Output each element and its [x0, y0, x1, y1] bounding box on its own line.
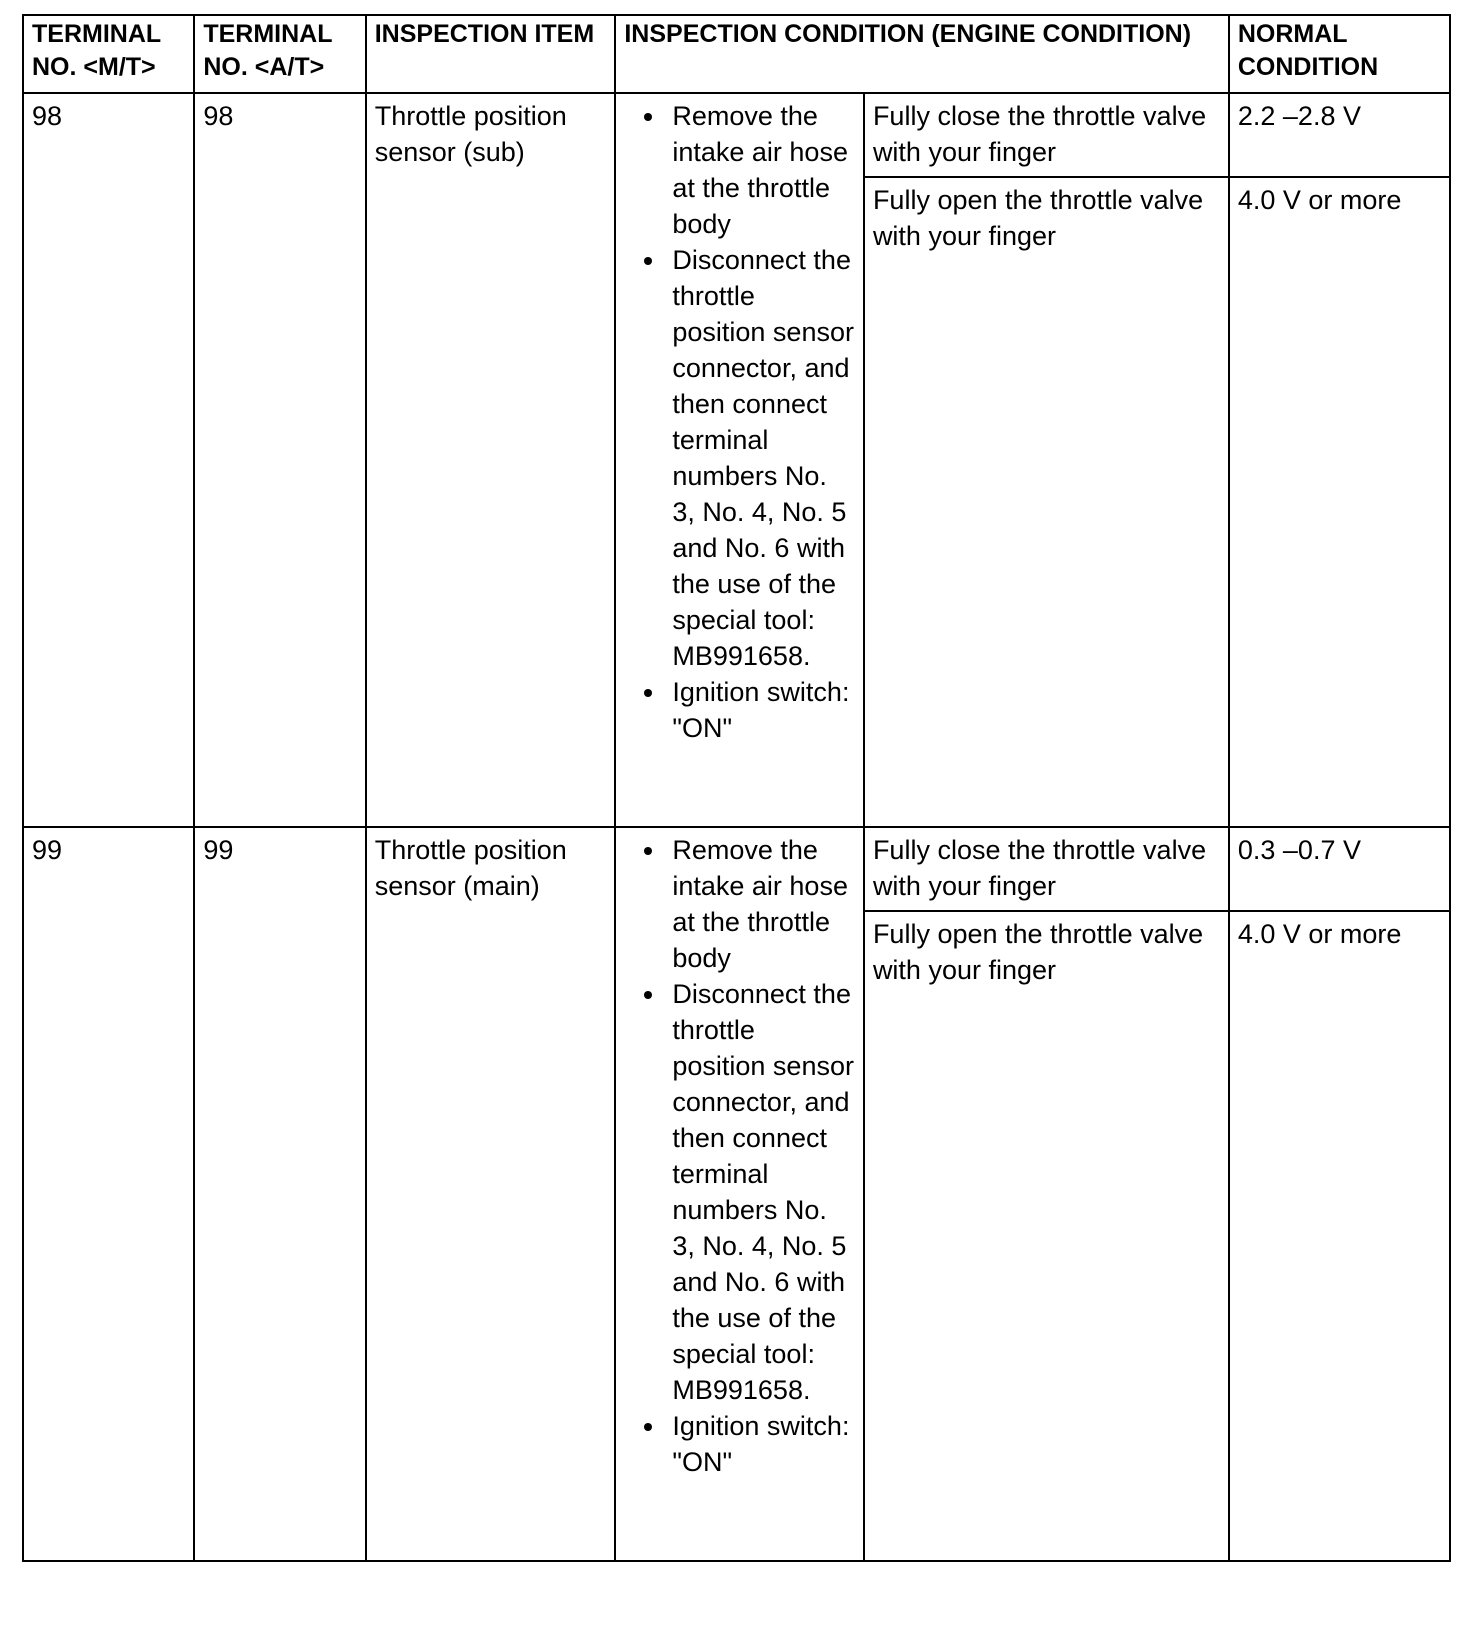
- list-item: Remove the intake air hose at the throttle body: [636, 832, 855, 976]
- table-row: [23, 827, 1450, 911]
- normal-condition-cell: 4.0 V or more: [1229, 177, 1450, 827]
- steps-list: [624, 832, 855, 1480]
- inspection-steps-cell: [615, 93, 864, 827]
- header-terminal-mt: TERMINAL NO. <M/T>: [23, 15, 194, 93]
- list-item: Remove the intake air hose at the throttle body: [636, 98, 855, 242]
- header-inspection-condition: INSPECTION CONDITION (ENGINE CONDITION): [615, 15, 1229, 93]
- normal-condition-cell: 0.3 –0.7 V: [1229, 827, 1450, 911]
- list-item: Disconnect the throttle position sensor connector, and then connect terminal numbers No. 3, No. 4, No. 5 and No. 6 with the use of the special tool: MB991658.: [636, 242, 855, 674]
- inspection-item-cell: Throttle position sensor (sub): [366, 93, 616, 827]
- engine-state-cell: Fully close the throttle valve with your finger: [864, 827, 1229, 911]
- list-item: Ignition switch: "ON": [636, 1408, 855, 1480]
- header-terminal-at: TERMINAL NO. <A/T>: [194, 15, 365, 93]
- header-normal-condition: NORMAL CONDITION: [1229, 15, 1450, 93]
- inspection-item-cell: Throttle position sensor (main): [366, 827, 616, 1561]
- steps-list: [624, 98, 855, 746]
- normal-condition-cell: 4.0 V or more: [1229, 911, 1450, 1561]
- engine-state-cell: Fully close the throttle valve with your finger: [864, 93, 1229, 177]
- terminal-at-cell: 98: [194, 93, 365, 827]
- normal-condition-cell: 2.2 –2.8 V: [1229, 93, 1450, 177]
- terminal-mt-cell: 99: [23, 827, 194, 1561]
- engine-state-cell: Fully open the throttle valve with your finger: [864, 911, 1229, 1561]
- inspection-table: [22, 14, 1451, 1562]
- table-row: [23, 93, 1450, 177]
- terminal-at-cell: 99: [194, 827, 365, 1561]
- engine-state-cell: Fully open the throttle valve with your finger: [864, 177, 1229, 827]
- header-row: [23, 15, 1450, 93]
- terminal-mt-cell: 98: [23, 93, 194, 827]
- header-inspection-item: INSPECTION ITEM: [366, 15, 616, 93]
- inspection-steps-cell: [615, 827, 864, 1561]
- list-item: Disconnect the throttle position sensor connector, and then connect terminal numbers No. 3, No. 4, No. 5 and No. 6 with the use of the special tool: MB991658.: [636, 976, 855, 1408]
- list-item: Ignition switch: "ON": [636, 674, 855, 746]
